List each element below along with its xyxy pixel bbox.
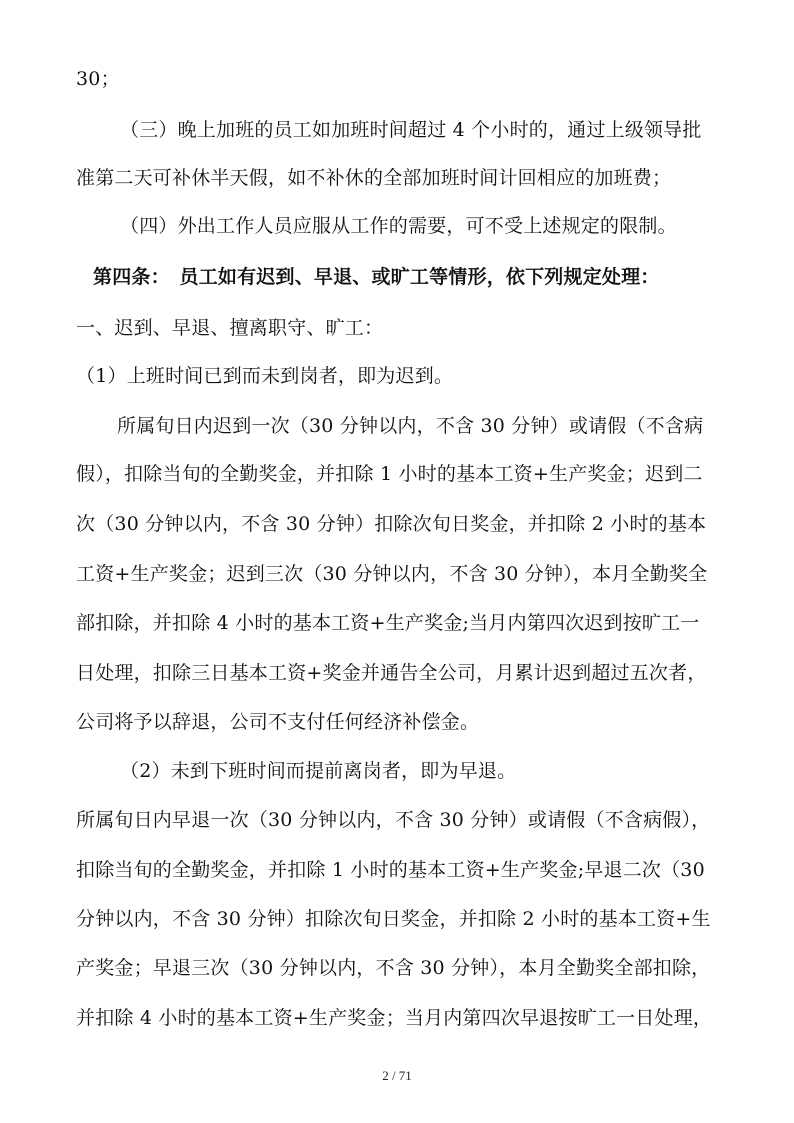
text-line: （四）外出工作人员应服从工作的需要，可不受上述规定的限制。 [120,215,677,237]
text-line: （三）晚上加班的员工如加班时间超过 4 个小时的，通过上级领导批 [120,119,702,141]
page-number: 2 / 71 [382,1068,412,1083]
text-line: 所属旬日内早退一次（30 分钟以内，不含 30 分钟）或请假（不含病假）， [76,809,711,831]
text-line: 公司将予以辞退，公司不支付任何经济补偿金。 [76,711,480,733]
text-line: 所属旬日内迟到一次（30 分钟以内，不含 30 分钟）或请假（不含病 [117,415,704,437]
text-line: 假），扣除当旬的全勤奖金，并扣除 1 小时的基本工资+生产奖金；迟到二 [76,463,703,485]
text-line: （2）未到下班时间而提前离岗者，即为早退。 [120,760,517,782]
text-line: 部扣除，并扣除 4 小时的基本工资+生产奖金;当月内第四次迟到按旷工一 [76,612,700,634]
text-line: 扣除当旬的全勤奖金，并扣除 1 小时的基本工资+生产奖金;早退二次（30 [76,859,705,881]
text-line: 工资+生产奖金；迟到三次（30 分钟以内，不含 30 分钟），本月全勤奖全 [76,563,708,585]
text-line: 准第二天可补休半天假，如不补休的全部加班时间计回相应的加班费； [76,167,672,189]
text-line: 一、迟到、早退、擅离职守、旷工： [76,317,384,339]
text-line: 次（30 分钟以内，不含 30 分钟）扣除次旬日奖金，并扣除 2 小时的基本 [76,513,707,535]
text-line: 分钟以内，不含 30 分钟）扣除次旬日奖金，并扣除 2 小时的基本工资+生 [76,908,711,930]
text-line: 日处理，扣除三日基本工资+奖金并通告全公司，月累计迟到超过五次者， [76,662,707,684]
section-heading: 第四条： 员工如有迟到、早退、或旷工等情形，依下列规定处理： [93,266,660,288]
text-line: 并扣除 4 小时的基本工资+生产奖金；当月内第四次早退按旷工一日处理， [76,1007,713,1029]
text-line: （1）上班时间已到而未到岗者，即为迟到。 [76,365,454,387]
text-line: 产奖金；早退三次（30 分钟以内，不含 30 分钟），本月全勤奖全部扣除， [76,957,711,979]
text-line: 30； [76,68,120,90]
